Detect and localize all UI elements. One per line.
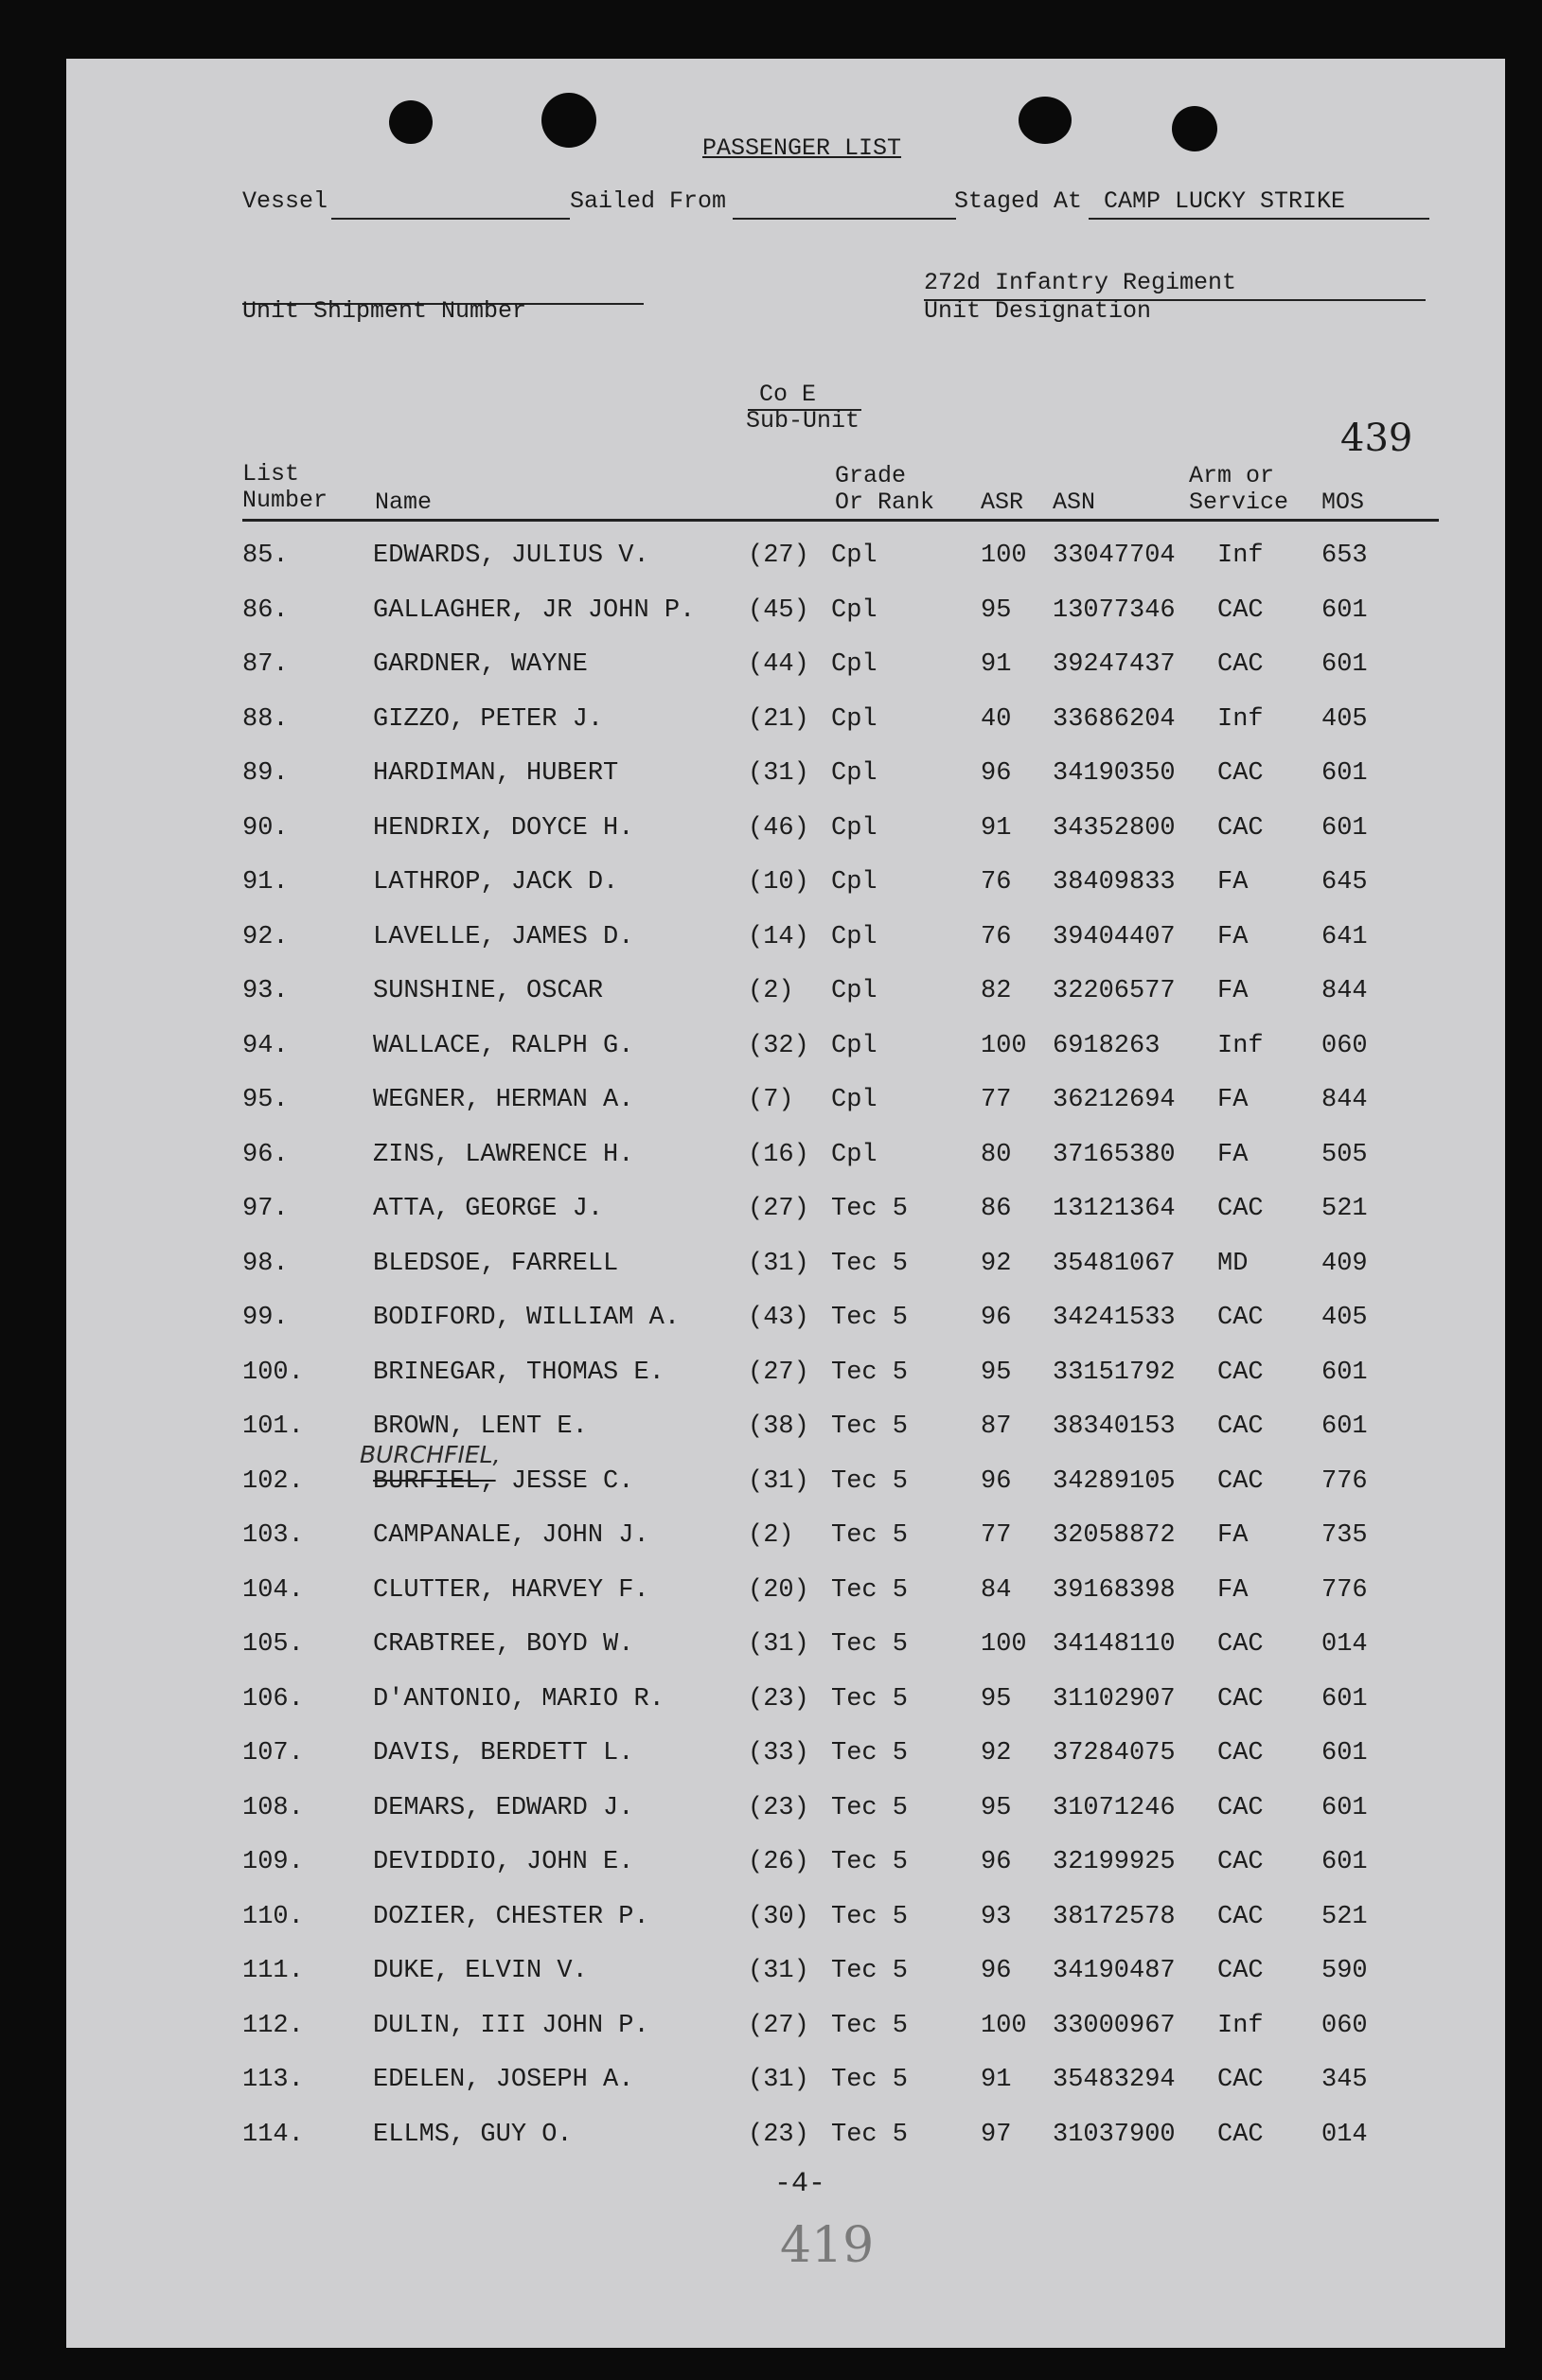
row-mos: 653 [1321,542,1368,570]
row-age: (27) [748,2011,809,2040]
row-grade: Tec 5 [831,1793,909,1822]
row-name: GALLAGHER, JR JOHN P. [373,595,696,625]
row-mos: 409 [1321,1249,1368,1278]
row-number: 109. [242,1848,304,1876]
row-name: DEVIDDIO, JOHN E. [373,1848,634,1876]
col-arm-2: Service [1189,488,1289,516]
row-arm: FA [1217,1140,1249,1169]
row-asn: 35481067 [1053,1249,1176,1278]
row-asr: 84 [981,1575,1012,1605]
row-name: LATHROP, JACK D. [373,868,619,897]
row-mos: 405 [1321,1304,1368,1332]
row-mos: 601 [1321,650,1368,679]
row-name: CAMPANALE, JOHN J. [373,1521,649,1550]
row-age: (23) [748,1793,809,1822]
name-rest: JESSE C. [495,1466,634,1496]
row-number: 96. [242,1140,289,1169]
row-number: 90. [242,813,289,843]
row-name: DEMARS, EDWARD J. [373,1793,634,1822]
row-asr: 100 [981,1630,1027,1659]
row-asn: 37165380 [1053,1140,1176,1169]
row-arm: CAC [1217,1412,1264,1441]
row-asn: 39247437 [1053,650,1176,679]
row-grade: Cpl [831,759,877,788]
row-asn: 36212694 [1053,1086,1176,1114]
staged-at-value: CAMP LUCKY STRIKE [1104,187,1346,215]
row-number: 98. [242,1249,289,1278]
row-asr: 91 [981,813,1012,843]
row-mos: 014 [1321,2120,1368,2149]
row-name: GARDNER, WAYNE [373,650,588,679]
col-arm-1: Arm or [1189,462,1275,489]
col-asn: ASN [1053,488,1096,516]
row-name: ELLMS, GUY O. [373,2120,573,2149]
row-number: 105. [242,1630,304,1659]
row-grade: Tec 5 [831,1630,909,1659]
sailed-from-blank-line [733,218,956,220]
row-arm: CAC [1217,1195,1264,1223]
row-name: BRINEGAR, THOMAS E. [373,1358,665,1387]
vessel-blank-line [331,218,570,220]
row-name: CLUTTER, HARVEY F. [373,1575,649,1605]
row-number: 103. [242,1521,304,1550]
row-age: (20) [748,1575,809,1605]
row-mos: 505 [1321,1140,1368,1169]
row-name: DUKE, ELVIN V. [373,1957,588,1985]
row-mos: 590 [1321,1957,1368,1985]
row-age: (27) [748,1358,809,1387]
row-name: EDELEN, JOSEPH A. [373,2066,634,2094]
handwritten-name-correction: BURCHFIEL, [360,1440,501,1468]
row-asr: 95 [981,1358,1012,1387]
row-arm: CAC [1217,1739,1264,1767]
row-asn: 37284075 [1053,1739,1176,1767]
row-asn: 31102907 [1053,1684,1176,1714]
row-name: SUNSHINE, OSCAR [373,977,604,1005]
row-arm: FA [1217,977,1249,1005]
row-age: (23) [748,2120,809,2149]
row-asr: 95 [981,1684,1012,1714]
col-list-number-2: Number [242,487,328,514]
punch-hole-1 [389,100,433,144]
row-asn: 39168398 [1053,1575,1176,1605]
document-sheet [66,59,1505,2348]
row-asr: 76 [981,922,1012,951]
col-name: Name [375,488,433,516]
row-name: WEGNER, HERMAN A. [373,1086,634,1114]
row-asr: 93 [981,1902,1012,1931]
page-title: PASSENGER LIST [702,134,902,162]
row-grade: Cpl [831,868,877,897]
row-asr: 91 [981,2066,1012,2094]
row-age: (2) [748,977,794,1005]
row-mos: 844 [1321,1086,1368,1114]
row-number: 88. [242,704,289,734]
row-age: (23) [748,1684,809,1714]
page-mark: -4- [774,2168,826,2200]
vessel-label: Vessel [242,187,328,215]
row-asr: 95 [981,595,1012,625]
row-number: 93. [242,977,289,1005]
row-asn: 34352800 [1053,813,1176,843]
row-age: (31) [748,1957,809,1985]
row-name: GIZZO, PETER J. [373,704,604,734]
row-name [373,1467,633,1496]
row-name: ATTA, GEORGE J. [373,1195,604,1223]
row-age: (46) [748,813,809,843]
row-number: 92. [242,922,289,951]
col-grade-1: Grade [835,462,907,489]
row-arm: CAC [1217,1684,1264,1714]
row-arm: FA [1217,1086,1249,1114]
row-arm: CAC [1217,595,1264,625]
row-grade: Tec 5 [831,1521,909,1550]
row-mos: 601 [1321,1358,1368,1387]
row-grade: Cpl [831,542,877,570]
row-asr: 80 [981,1140,1012,1169]
row-grade: Tec 5 [831,1902,909,1931]
row-age: (7) [748,1086,794,1114]
row-grade: Cpl [831,595,877,625]
row-arm: CAC [1217,1466,1264,1496]
row-grade: Tec 5 [831,1739,909,1767]
row-grade: Tec 5 [831,1575,909,1605]
row-age: (32) [748,1031,809,1060]
punch-hole-3 [1019,97,1072,144]
row-asr: 77 [981,1086,1012,1114]
row-number: 112. [242,2011,304,2040]
row-number: 100. [242,1358,304,1387]
row-asr: 96 [981,1304,1012,1332]
row-asn: 13121364 [1053,1195,1176,1223]
row-arm: CAC [1217,1358,1264,1387]
row-mos: 601 [1321,759,1368,788]
row-name: LAVELLE, JAMES D. [373,922,634,951]
row-mos: 601 [1321,1684,1368,1714]
staged-at-line [1089,218,1429,220]
unit-designation-label: Unit Designation [924,297,1152,325]
row-asn: 6918263 [1053,1031,1161,1060]
row-name: DOZIER, CHESTER P. [373,1902,649,1931]
row-asr: 95 [981,1793,1012,1822]
row-name: DAVIS, BERDETT L. [373,1739,634,1767]
row-age: (45) [748,595,809,625]
row-age: (14) [748,922,809,951]
row-grade: Tec 5 [831,1304,909,1332]
row-asn: 38340153 [1053,1412,1176,1441]
row-arm: CAC [1217,813,1264,843]
struck-name: BURFIEL, [373,1466,496,1496]
row-grade: Tec 5 [831,1848,909,1876]
row-name: D'ANTONIO, MARIO R. [373,1684,665,1714]
row-grade: Tec 5 [831,1195,909,1223]
row-grade: Tec 5 [831,2011,909,2040]
row-grade: Tec 5 [831,2066,909,2094]
row-age: (38) [748,1412,809,1441]
row-mos: 776 [1321,1575,1368,1605]
row-grade: Cpl [831,704,877,734]
row-number: 89. [242,759,289,788]
row-grade: Cpl [831,977,877,1005]
row-asn: 32206577 [1053,977,1176,1005]
row-asr: 100 [981,1031,1027,1060]
row-arm: CAC [1217,2120,1264,2149]
row-name: EDWARDS, JULIUS V. [373,542,649,570]
col-asr: ASR [981,488,1024,516]
row-arm: CAC [1217,1848,1264,1876]
row-age: (31) [748,1630,809,1659]
row-asn: 33686204 [1053,704,1176,734]
row-arm: Inf [1217,1031,1264,1060]
row-number: 114. [242,2120,304,2149]
row-age: (31) [748,759,809,788]
row-asn: 33047704 [1053,542,1176,570]
row-name: BLEDSOE, FARRELL [373,1249,619,1278]
row-asr: 96 [981,759,1012,788]
row-arm: CAC [1217,1304,1264,1332]
row-name: HENDRIX, DOYCE H. [373,813,634,843]
row-asr: 77 [981,1521,1012,1550]
row-asn: 34148110 [1053,1630,1176,1659]
row-arm: CAC [1217,1793,1264,1822]
row-grade: Tec 5 [831,1412,909,1441]
row-mos: 060 [1321,2011,1368,2040]
row-grade: Tec 5 [831,1466,909,1496]
row-name: WALLACE, RALPH G. [373,1031,634,1060]
row-asr: 96 [981,1848,1012,1876]
unit-shipment-label: Unit Shipment Number [242,297,527,325]
handwritten-number: 419 [780,2217,875,2274]
row-asr: 82 [981,977,1012,1005]
row-name: BODIFORD, WILLIAM A. [373,1304,681,1332]
punch-hole-2 [541,93,596,148]
sub-unit-value: Co E [759,381,817,408]
row-asr: 91 [981,650,1012,679]
row-age: (31) [748,2066,809,2094]
row-asn: 32199925 [1053,1848,1176,1876]
row-age: (31) [748,1466,809,1496]
row-arm: FA [1217,868,1249,897]
row-mos: 345 [1321,2066,1368,2094]
row-asn: 34241533 [1053,1304,1176,1332]
row-age: (27) [748,542,809,570]
row-asr: 96 [981,1957,1012,1985]
row-mos: 844 [1321,977,1368,1005]
row-arm: Inf [1217,542,1264,570]
row-age: (43) [748,1304,809,1332]
row-age: (30) [748,1902,809,1931]
row-asr: 92 [981,1739,1012,1767]
row-grade: Tec 5 [831,1249,909,1278]
row-age: (21) [748,704,809,734]
row-arm: CAC [1217,759,1264,788]
row-asr: 76 [981,868,1012,897]
row-arm: CAC [1217,2066,1264,2094]
row-asr: 86 [981,1195,1012,1223]
row-age: (2) [748,1521,794,1550]
row-arm: Inf [1217,2011,1264,2040]
row-asr: 87 [981,1412,1012,1441]
row-number: 86. [242,595,289,625]
col-grade-2: Or Rank [835,488,935,516]
row-asr: 100 [981,2011,1027,2040]
row-arm: CAC [1217,1630,1264,1659]
row-grade: Cpl [831,1140,877,1169]
row-arm: Inf [1217,704,1264,734]
row-asn: 31071246 [1053,1793,1176,1822]
page-number: 439 [1340,417,1413,460]
row-mos: 645 [1321,868,1368,897]
row-mos: 641 [1321,922,1368,951]
row-number: 97. [242,1195,289,1223]
row-number: 101. [242,1412,304,1441]
row-arm: MD [1217,1249,1249,1278]
header-rule [242,519,1439,522]
row-mos: 776 [1321,1466,1368,1496]
row-asn: 31037900 [1053,2120,1176,2149]
row-asr: 97 [981,2120,1012,2149]
row-grade: Tec 5 [831,1358,909,1387]
row-name: CRABTREE, BOYD W. [373,1630,634,1659]
row-number: 107. [242,1739,304,1767]
row-number: 87. [242,650,289,679]
row-age: (33) [748,1739,809,1767]
row-number: 102. [242,1466,304,1496]
sub-unit-label: Sub-Unit [746,407,860,435]
staged-at-label: Staged At [954,187,1083,215]
row-number: 85. [242,542,289,570]
row-age: (31) [748,1249,809,1278]
row-grade: Tec 5 [831,1957,909,1985]
row-age: (27) [748,1195,809,1223]
row-asn: 32058872 [1053,1521,1176,1550]
row-asn: 34289105 [1053,1466,1176,1496]
row-asn: 34190487 [1053,1957,1176,1985]
row-grade: Cpl [831,650,877,679]
row-grade: Cpl [831,813,877,843]
row-asn: 39404407 [1053,922,1176,951]
row-mos: 014 [1321,1630,1368,1659]
row-mos: 601 [1321,1848,1368,1876]
row-mos: 405 [1321,704,1368,734]
row-age: (26) [748,1848,809,1876]
row-name: BROWN, LENT E. [373,1412,588,1441]
row-grade: Cpl [831,1031,877,1060]
row-arm: CAC [1217,650,1264,679]
row-asn: 33000967 [1053,2011,1176,2040]
row-number: 94. [242,1031,289,1060]
row-mos: 060 [1321,1031,1368,1060]
row-asn: 38172578 [1053,1902,1176,1931]
row-number: 104. [242,1575,304,1605]
row-mos: 601 [1321,1793,1368,1822]
row-asn: 33151792 [1053,1358,1176,1387]
row-arm: FA [1217,1521,1249,1550]
row-mos: 521 [1321,1902,1368,1931]
row-mos: 601 [1321,595,1368,625]
row-arm: FA [1217,1575,1249,1605]
col-mos: MOS [1321,488,1365,516]
row-number: 111. [242,1957,304,1985]
row-grade: Tec 5 [831,1684,909,1714]
row-asr: 92 [981,1249,1012,1278]
row-asr: 40 [981,704,1012,734]
row-grade: Cpl [831,1086,877,1114]
row-number: 113. [242,2066,304,2094]
row-age: (16) [748,1140,809,1169]
row-asr: 100 [981,542,1027,570]
row-number: 91. [242,868,289,897]
row-grade: Cpl [831,922,877,951]
unit-designation-value: 272d Infantry Regiment [924,269,1237,296]
sailed-from-label: Sailed From [570,187,727,215]
row-asr: 96 [981,1466,1012,1496]
col-list-number-1: List [242,460,300,488]
row-asn: 35483294 [1053,2066,1176,2094]
row-grade: Tec 5 [831,2120,909,2149]
row-mos: 521 [1321,1195,1368,1223]
row-number: 95. [242,1086,289,1114]
row-name: HARDIMAN, HUBERT [373,759,619,788]
row-number: 110. [242,1902,304,1931]
row-number: 108. [242,1793,304,1822]
row-number: 99. [242,1304,289,1332]
row-arm: CAC [1217,1902,1264,1931]
row-number: 106. [242,1684,304,1714]
punch-hole-4 [1172,106,1217,151]
row-mos: 735 [1321,1521,1368,1550]
row-arm: FA [1217,922,1249,951]
row-age: (44) [748,650,809,679]
row-name: ZINS, LAWRENCE H. [373,1140,634,1169]
row-arm: CAC [1217,1957,1264,1985]
row-mos: 601 [1321,1739,1368,1767]
row-asn: 34190350 [1053,759,1176,788]
row-asn: 38409833 [1053,868,1176,897]
row-asn: 13077346 [1053,595,1176,625]
row-mos: 601 [1321,813,1368,843]
row-mos: 601 [1321,1412,1368,1441]
row-age: (10) [748,868,809,897]
row-name: DULIN, III JOHN P. [373,2011,649,2040]
